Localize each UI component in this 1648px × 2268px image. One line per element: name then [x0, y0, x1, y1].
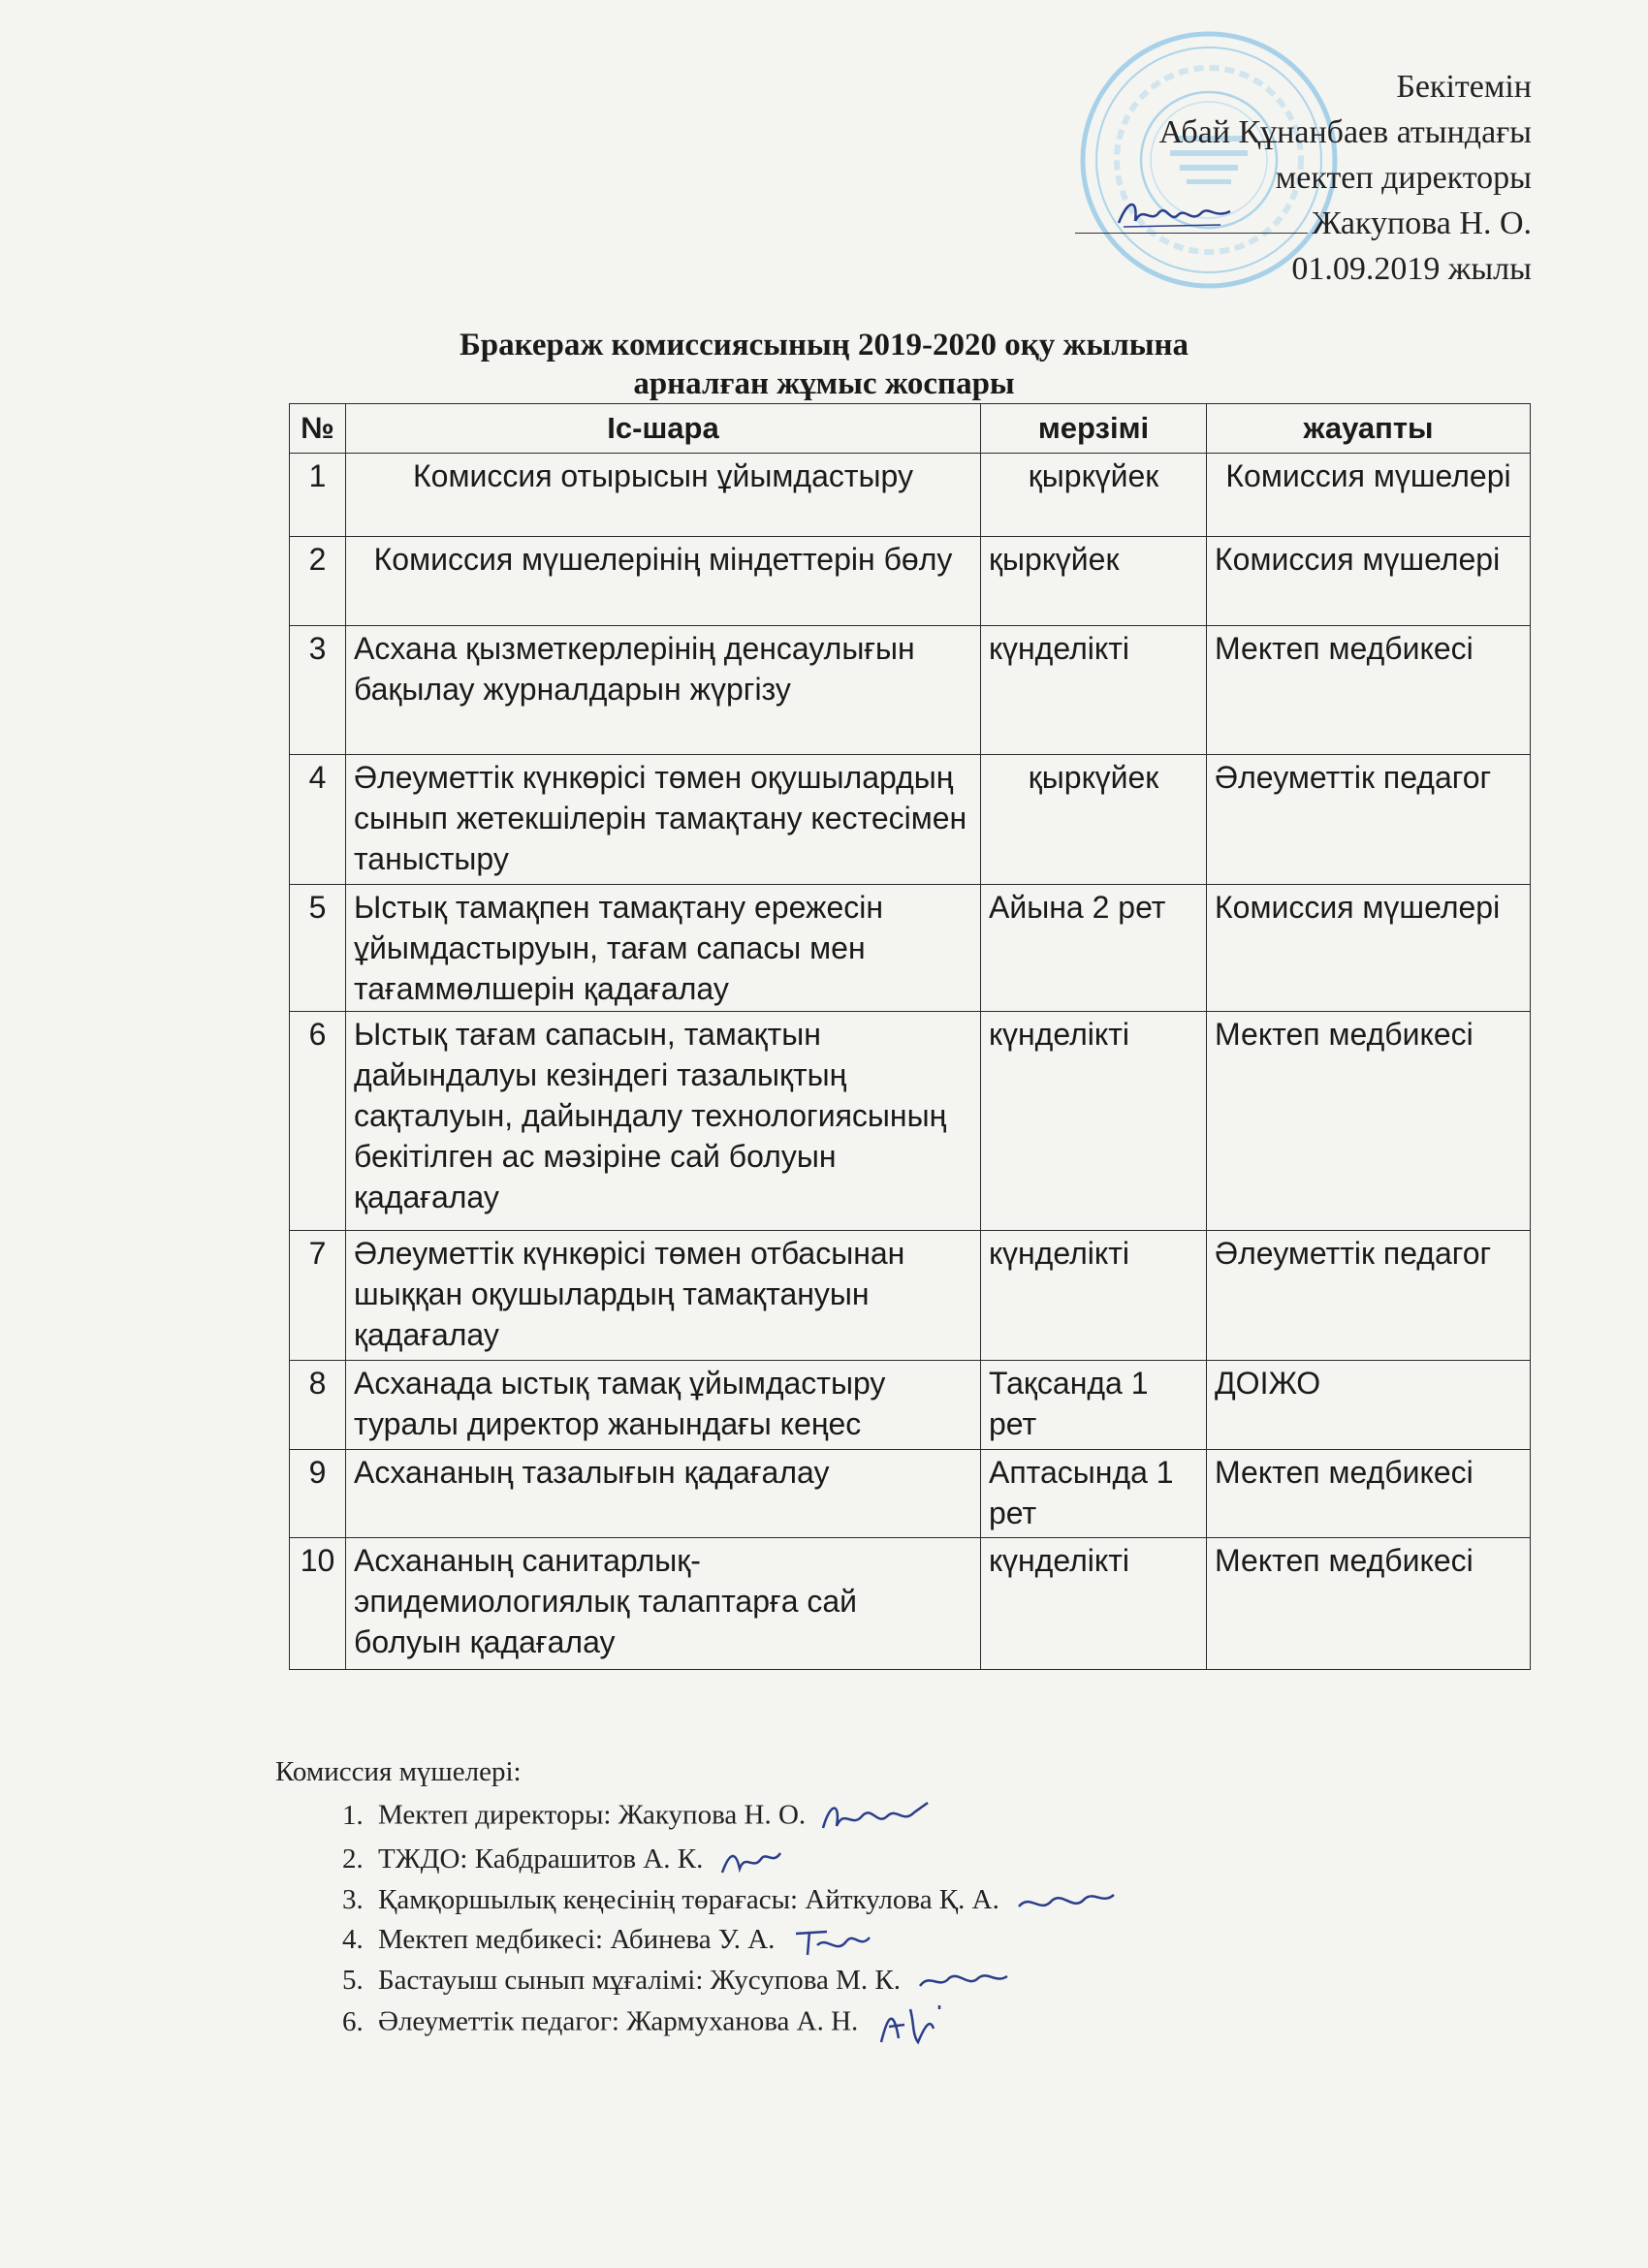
table-row [290, 1361, 1531, 1450]
row-term: күнделікті [981, 1012, 1207, 1231]
member-4: Мектеп медбикесі: Абинева У. А. [378, 1923, 776, 1955]
row-activity: Ыстық тағам сапасын, тамақтын дайындалуы кезіндегі тазалықтың сақталуын, дайындалу технологиясының бекітілген ас мәзіріне сай болуын қадағалау [346, 1012, 981, 1231]
title-line-2: арналған жұмыс жоспары [633, 366, 1015, 401]
row-activity: Асхананың тазалығын қадағалау [346, 1450, 981, 1538]
table-row [290, 885, 1531, 1012]
row-number: 8 [290, 1361, 346, 1450]
table-row [290, 454, 1531, 537]
approval-block [1075, 64, 1532, 292]
director-signature-line [1075, 204, 1308, 234]
row-activity: Комиссия отырысын ұйымдастыру [346, 454, 981, 537]
approval-line-1: Бекітемін [1396, 69, 1532, 105]
table-row [290, 755, 1531, 885]
table-row [290, 626, 1531, 755]
row-responsible: Мектеп медбикесі [1207, 1538, 1531, 1670]
table-row [290, 1231, 1531, 1361]
commission-members [275, 1752, 1120, 2048]
row-activity: Комиссия мүшелерінің міндеттерін бөлу [346, 537, 981, 626]
member-3: Қамқоршылық кеңесінің төрағасы: Айткулова Қ. А. [378, 1884, 999, 1916]
row-term: күнделікті [981, 1231, 1207, 1361]
member-2: ТЖДО: Кабдрашитов А. К. [378, 1843, 704, 1874]
row-number: 7 [290, 1231, 346, 1361]
approval-line-2: Абай Құнанбаев атындағы [1158, 114, 1532, 150]
member-1: Мектеп директоры: Жакупова Н. О. [378, 1799, 807, 1831]
row-number: 6 [290, 1012, 346, 1231]
row-activity: Әлеуметтік күнкөрісі төмен отбасынан шыққан оқушылардың тамақтануын қадағалау [346, 1231, 981, 1361]
document-title [0, 326, 1648, 403]
approval-date: 01.09.2019 жылы [1291, 251, 1532, 287]
row-responsible: Комиссия мүшелері [1207, 885, 1531, 1012]
row-term: Аптасында 1 рет [981, 1450, 1207, 1538]
member-5: Бастауыш сынып мұғалімі: Жусупова М. К. [378, 1965, 902, 1997]
table-header-row [290, 404, 1531, 454]
table-row [290, 1012, 1531, 1231]
list-item [370, 1880, 1120, 1919]
row-number: 1 [290, 454, 346, 537]
header-activity: Іс-шара [346, 404, 981, 454]
director-signature-icon [1114, 194, 1240, 236]
row-activity: Асхана қызметкерлерінің денсаулығын бақылау журналдарын жүргізу [346, 626, 981, 755]
work-plan-table [289, 403, 1531, 1670]
row-term: Айына 2 рет [981, 885, 1207, 1012]
members-heading: Комиссия мүшелері: [275, 1756, 522, 1787]
header-responsible: жауапты [1207, 404, 1531, 454]
row-responsible: Комиссия мүшелері [1207, 454, 1531, 537]
list-item [370, 1840, 1120, 1880]
table-row [290, 537, 1531, 626]
signature-3-icon [1013, 1885, 1120, 1920]
list-item [370, 2000, 1120, 2048]
row-number: 4 [290, 755, 346, 885]
row-responsible: ДОІЖО [1207, 1361, 1531, 1450]
signature-6-icon [872, 2000, 949, 2048]
row-responsible: Әлеуметтік педагог [1207, 1231, 1531, 1361]
members-list [275, 1795, 1120, 2048]
row-responsible: Мектеп медбикесі [1207, 1450, 1531, 1538]
row-term: күнделікті [981, 626, 1207, 755]
title-line-1: Бракераж комиссиясының 2019-2020 оқу жылына [459, 328, 1189, 362]
row-term: Тақсанда 1 рет [981, 1361, 1207, 1450]
approval-line-4 [1075, 201, 1532, 246]
row-number: 10 [290, 1538, 346, 1670]
row-responsible: Мектеп медбикесі [1207, 626, 1531, 755]
signature-1-icon [819, 1795, 935, 1840]
row-number: 9 [290, 1450, 346, 1538]
table-row [290, 1538, 1531, 1670]
row-activity: Асханада ыстық тамақ ұйымдастыру туралы директор жанындағы кеңес [346, 1361, 981, 1450]
row-responsible: Мектеп медбикесі [1207, 1012, 1531, 1231]
list-item [370, 1920, 1120, 1961]
signature-4-icon [788, 1922, 875, 1961]
signature-5-icon [914, 1967, 1011, 1998]
approval-director-name: Жакупова Н. О. [1312, 205, 1532, 241]
row-term: қыркүйек [981, 537, 1207, 626]
row-term: күнделікті [981, 1538, 1207, 1670]
row-activity: Әлеуметтік күнкөрісі төмен оқушылардың сынып жетекшілерін тамақтану кестесімен таныстыру [346, 755, 981, 885]
header-number: № [290, 404, 346, 454]
row-responsible: Әлеуметтік педагог [1207, 755, 1531, 885]
row-term: қыркүйек [981, 755, 1207, 885]
row-number: 2 [290, 537, 346, 626]
list-item [370, 1795, 1120, 1840]
header-term: мерзімі [981, 404, 1207, 454]
member-6: Әлеуметтік педагог: Жармуханова А. Н. [378, 2005, 859, 2037]
row-activity: Асхананың санитарлық-эпидемиологиялық талаптарға сай болуын қадағалау [346, 1538, 981, 1670]
row-number: 5 [290, 885, 346, 1012]
approval-line-3: мектеп директоры [1275, 160, 1532, 196]
row-term: қыркүйек [981, 454, 1207, 537]
table-row [290, 1450, 1531, 1538]
row-responsible: Комиссия мүшелері [1207, 537, 1531, 626]
signature-2-icon [716, 1842, 794, 1880]
row-number: 3 [290, 626, 346, 755]
list-item [370, 1961, 1120, 2000]
row-activity: Ыстық тамақпен тамақтану ережесін ұйымдастыруын, тағам сапасы мен тағаммөлшерін қадағалау [346, 885, 981, 1012]
